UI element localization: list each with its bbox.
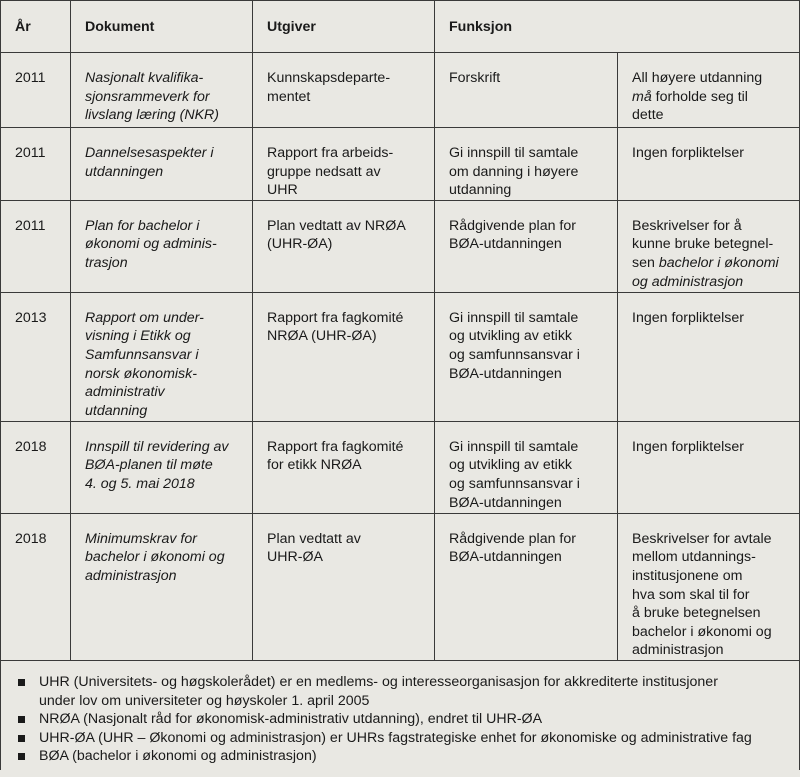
cell-obligation (618, 513, 800, 660)
footnotes-cell (1, 660, 800, 769)
obligation-text: Beskrivelser for å kunne bruke betegnel- sen (632, 217, 774, 271)
header-document: Dokument (71, 1, 253, 53)
cell-document: Rapport om under- visning i Etikk og Samfunnsansvar i norsk økonomisk- administrativ utdanning (71, 292, 253, 421)
obligation-text: Ingen forpliktelser (632, 145, 744, 161)
cell-year: 2011 (1, 53, 71, 128)
cell-document: Nasjonalt kvalifika- sjonsrammeverk for livslang læring (NKR) (71, 53, 253, 128)
footnote-item: UHR (Universitets- og høgskolerådet) er en medlems- og interesseorganisasjon for akkrediterte institusjoner under lov om universiteter og høyskoler 1. april 2005 (15, 673, 791, 710)
obligation-text-end: forholde seg til dette (632, 88, 748, 124)
footnotes-row (1, 660, 800, 769)
table-row (1, 128, 800, 201)
cell-publisher: Rapport fra arbeids- gruppe nedsatt av UHR (253, 128, 435, 201)
table-row (1, 513, 800, 660)
header-publisher: Utgiver (253, 1, 435, 53)
cell-document: Plan for bachelor i økonomi og adminis- trasjon (71, 200, 253, 292)
cell-year: 2013 (1, 292, 71, 421)
cell-obligation (618, 128, 800, 201)
cell-obligation (618, 292, 800, 421)
footnote-item: UHR-ØA (UHR – Økonomi og administrasjon) er UHRs fagstrategiske enhet for økonomiske og administrative fag (15, 729, 791, 748)
cell-function: Rådgivende plan for BØA-utdanningen (435, 513, 618, 660)
header-function: Funksjon (435, 1, 800, 53)
footnote-item: BØA (bachelor i økonomi og administrasjon) (15, 747, 791, 766)
cell-document: Minimumskrav for bachelor i økonomi og administrasjon (71, 513, 253, 660)
cell-obligation (618, 200, 800, 292)
cell-year: 2018 (1, 421, 71, 513)
obligation-emphasis: bachelor i økonomi og administrasjon (632, 254, 779, 290)
obligation-emphasis: må (632, 88, 652, 105)
cell-year: 2018 (1, 513, 71, 660)
cell-publisher: Plan vedtatt av UHR-ØA (253, 513, 435, 660)
table-body (1, 53, 800, 770)
header-year: År (1, 1, 71, 53)
obligation-text: All høyere utdanning (632, 70, 763, 86)
cell-publisher: Rapport fra fagkomité for etikk NRØA (253, 421, 435, 513)
cell-document: Dannelsesaspekter i utdanningen (71, 128, 253, 201)
cell-document: Innspill til revidering av BØA-planen til møte 4. og 5. mai 2018 (71, 421, 253, 513)
cell-year: 2011 (1, 128, 71, 201)
cell-function: Gi innspill til samtale og utvikling av etikk og samfunnsansvar i BØA-utdanningen (435, 421, 618, 513)
cell-publisher: Kunnskapsdeparte- mentet (253, 53, 435, 128)
cell-year: 2011 (1, 200, 71, 292)
cell-publisher: Rapport fra fagkomité NRØA (UHR-ØA) (253, 292, 435, 421)
cell-function: Rådgivende plan for BØA-utdanningen (435, 200, 618, 292)
obligation-text: Ingen forpliktelser (632, 438, 744, 455)
header-row (1, 1, 800, 53)
obligation-text: Beskrivelser for avtale mellom utdannings- institusjonene om hva som skal til for å bruke betegnelsen bachelor i økonomi og administrasjon (632, 530, 772, 659)
cell-publisher: Plan vedtatt av NRØA (UHR-ØA) (253, 200, 435, 292)
cell-function: Forskrift (435, 53, 618, 128)
obligation-text: Ingen forpliktelser (632, 309, 744, 326)
table-row (1, 200, 800, 292)
cell-obligation (618, 421, 800, 513)
cell-function: Gi innspill til samtale om danning i høyere utdanning (435, 128, 618, 201)
cell-function: Gi innspill til samtale og utvikling av etikk og samfunnsansvar i BØA-utdanningen (435, 292, 618, 421)
table-row (1, 421, 800, 513)
table-row (1, 53, 800, 128)
footnote-item: NRØA (Nasjonalt råd for økonomisk-administrativ utdanning), endret til UHR-ØA (15, 710, 791, 729)
footnotes-list (15, 673, 791, 766)
cell-obligation (618, 53, 800, 128)
table-row (1, 292, 800, 421)
